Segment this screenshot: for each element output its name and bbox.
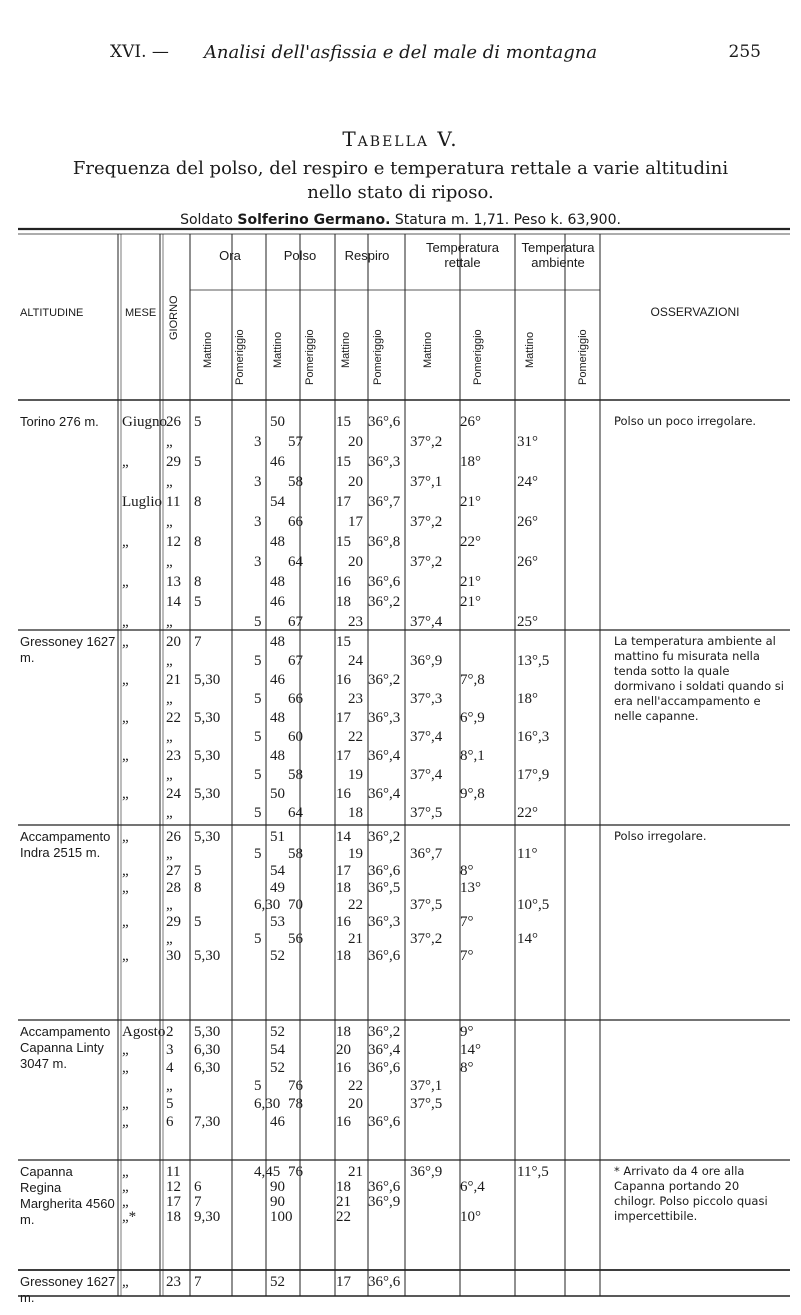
cell-mese: „ [122, 748, 129, 764]
cell-resp-m: 16 [336, 1060, 351, 1076]
cell-giorno: „ [166, 514, 173, 530]
cell-ora-p: 5 [254, 767, 262, 783]
cell-giorno: 6 [166, 1114, 174, 1130]
cell-ora-m: 7 [194, 1274, 202, 1290]
cell-ora-m: 5 [194, 863, 202, 879]
cell-temp-p: 37°,1 [410, 474, 443, 490]
running-title: Analisi dell'asfissia e del male di montagna [203, 42, 598, 63]
mese-header: MESE [125, 307, 157, 319]
cell-resp-m: 15 [336, 414, 351, 430]
cell-giorno: 20 [166, 634, 181, 650]
cell-temp-m: 36°,3 [368, 454, 401, 470]
cell-temp-p: 37°,4 [410, 729, 443, 745]
cell-mese: „ [122, 1042, 129, 1058]
altitude-label: Capanna Regina Margherita 4560 m. [20, 1164, 115, 1227]
cell-temp-m: 36°,7 [368, 494, 401, 510]
cell-polso-m: 46 [270, 594, 285, 610]
cell-mese: „ [122, 914, 129, 930]
cell-polso-m: 48 [270, 748, 285, 764]
cell-ora-p: 6,30 [254, 897, 281, 913]
amb-mattino-header: Mattino [524, 331, 536, 368]
cell-polso-m: 50 [270, 414, 285, 430]
cell-giorno: „ [166, 691, 173, 707]
cell-ora-p: 5 [254, 1078, 262, 1094]
cell-polso-m: 90 [270, 1179, 285, 1195]
cell-polso-m: 54 [270, 494, 285, 510]
cell-amb-m: 13° [460, 880, 481, 896]
cell-temp-p: 37°,4 [410, 614, 443, 630]
cell-amb-p: 17°,9 [517, 767, 550, 783]
cell-resp-m: 17 [336, 748, 351, 764]
cell-resp-m: 17 [336, 1274, 351, 1290]
cell-resp-m: 21 [336, 1194, 351, 1210]
cell-amb-m: 6°,4 [460, 1179, 485, 1195]
altitude-label: Accampamento Capanna Linty 3047 m. [20, 1024, 111, 1071]
cell-temp-m: 36°,6 [368, 1114, 401, 1130]
cell-giorno: „ [166, 554, 173, 570]
cell-polso-p: 66 [288, 691, 303, 707]
osservazioni-header: OSSERVAZIONI [650, 305, 740, 319]
cell-resp-m: 18 [336, 948, 351, 964]
cell-mese: „ [122, 454, 129, 470]
cell-resp-p: 19 [348, 767, 363, 783]
cell-giorno: „ [166, 653, 173, 669]
observation-note: Polso un poco irregolare. [614, 414, 757, 428]
polso-mattino-header: Mattino [272, 331, 284, 368]
cell-amb-m: 14° [460, 1042, 481, 1058]
cell-mese: Agosto [122, 1024, 166, 1040]
cell-mese: Luglio [122, 494, 162, 510]
cell-amb-m: 21° [460, 494, 481, 510]
cell-amb-m: 8°,1 [460, 748, 485, 764]
table-subtitle-2: nello stato di riposo. [307, 182, 494, 203]
cell-temp-p: 37°,3 [410, 691, 443, 707]
altitude-label: Gressoney 1627 m. [20, 634, 116, 665]
cell-polso-p: 76 [288, 1078, 303, 1094]
cell-ora-p: 4,45 [254, 1164, 281, 1180]
cell-mese: „ [122, 672, 129, 688]
cell-mese: „ [122, 880, 129, 896]
cell-amb-p: 25° [517, 614, 538, 630]
cell-mese: „ [122, 634, 129, 650]
cell-polso-p: 56 [288, 931, 303, 947]
cell-ora-m: 6 [194, 1179, 202, 1195]
temp-pomeriggio-header: Pomeriggio [472, 329, 484, 385]
cell-ora-m: 5 [194, 454, 202, 470]
cell-ora-p: 5 [254, 846, 262, 862]
cell-polso-p: 58 [288, 846, 303, 862]
observation-note: La temperatura ambiente al mattino fu misurata nella tenda sotto la quale dormivano i soldati quando si era nell'accampamento e nelle capanne. [614, 634, 784, 723]
cell-resp-m: 17 [336, 863, 351, 879]
cell-mese: „ [122, 1274, 129, 1290]
cell-mese: „ [122, 574, 129, 590]
cell-amb-m: 10° [460, 1209, 481, 1225]
cell-polso-m: 52 [270, 1274, 285, 1290]
cell-mese: „ [122, 1114, 129, 1130]
cell-amb-m: 7°,8 [460, 672, 485, 688]
cell-temp-m: 36°,4 [368, 786, 401, 802]
cell-polso-p: 64 [288, 554, 303, 570]
cell-giorno: „ [166, 614, 173, 630]
cell-temp-m: 36°,2 [368, 829, 401, 845]
cell-ora-p: 5 [254, 931, 262, 947]
ora-mattino-header: Mattino [202, 331, 214, 368]
cell-giorno: „ [166, 474, 173, 490]
cell-resp-p: 23 [348, 691, 363, 707]
cell-polso-p: 58 [288, 474, 303, 490]
cell-giorno: 28 [166, 880, 181, 896]
cell-mese: „* [122, 1209, 137, 1225]
cell-amb-m: 6°,9 [460, 710, 485, 726]
cell-temp-p: 37°,2 [410, 554, 443, 570]
cell-ora-p: 3 [254, 474, 262, 490]
cell-polso-m: 54 [270, 1042, 285, 1058]
cell-mese: „ [122, 829, 129, 845]
cell-resp-m: 15 [336, 634, 351, 650]
cell-giorno: 17 [166, 1194, 181, 1210]
cell-amb-m: 22° [460, 534, 481, 550]
cell-temp-m: 36°,6 [368, 863, 401, 879]
cell-polso-m: 54 [270, 863, 285, 879]
cell-temp-p: 36°,7 [410, 846, 443, 862]
cell-temp-m: 36°,2 [368, 672, 401, 688]
cell-polso-m: 46 [270, 454, 285, 470]
cell-amb-p: 31° [517, 434, 538, 450]
cell-ora-m: 6,30 [194, 1042, 221, 1058]
cell-resp-m: 20 [336, 1042, 351, 1058]
cell-polso-m: 52 [270, 948, 285, 964]
altitude-label: Gressoney 1627 m. [20, 1274, 116, 1305]
cell-resp-m: 14 [336, 829, 351, 845]
temp-ambiente-header: Temperatura ambiente [521, 240, 595, 270]
cell-mese: „ [122, 1194, 129, 1210]
cell-giorno: 27 [166, 863, 181, 879]
cell-resp-p: 20 [348, 1096, 363, 1112]
cell-temp-m: 36°,6 [368, 574, 401, 590]
respiro-header: Respiro [344, 248, 390, 263]
polso-pomeriggio-header: Pomeriggio [304, 329, 316, 385]
cell-amb-m: 8° [460, 1060, 474, 1076]
cell-polso-m: 46 [270, 672, 285, 688]
cell-temp-m: 36°,2 [368, 594, 401, 610]
cell-mese: „ [122, 534, 129, 550]
cell-giorno: 2 [166, 1024, 174, 1040]
cell-resp-m: 16 [336, 786, 351, 802]
temp-mattino-header: Mattino [422, 331, 434, 368]
cell-resp-m: 18 [336, 880, 351, 896]
observation-note: * Arrivato da 4 ore alla Capanna portando 20 chilogr. Polso piccolo quasi impercettibile. [614, 1164, 768, 1223]
cell-ora-m: 9,30 [194, 1209, 221, 1225]
cell-ora-m: 5 [194, 414, 202, 430]
observation-note: Polso irregolare. [614, 829, 707, 843]
cell-giorno: „ [166, 1078, 173, 1094]
cell-polso-m: 90 [270, 1194, 285, 1210]
cell-ora-p: 5 [254, 729, 262, 745]
cell-polso-m: 52 [270, 1024, 285, 1040]
cell-polso-p: 60 [288, 729, 303, 745]
subject-prefix: Soldato [180, 212, 238, 228]
cell-giorno: 22 [166, 710, 181, 726]
cell-giorno: „ [166, 805, 173, 821]
cell-resp-m: 16 [336, 914, 351, 930]
cell-polso-p: 70 [288, 897, 303, 913]
cell-amb-p: 18° [517, 691, 538, 707]
cell-giorno: 11 [166, 1164, 181, 1180]
cell-temp-m: 36°,6 [368, 414, 401, 430]
cell-temp-m: 36°,6 [368, 1274, 401, 1290]
cell-amb-p: 14° [517, 931, 538, 947]
cell-ora-p: 3 [254, 554, 262, 570]
cell-resp-m: 22 [336, 1209, 351, 1225]
cell-mese: „ [122, 863, 129, 879]
cell-amb-m: 21° [460, 574, 481, 590]
cell-ora-m: 7,30 [194, 1114, 221, 1130]
cell-resp-p: 23 [348, 614, 363, 630]
cell-resp-m: 15 [336, 454, 351, 470]
cell-resp-p: 19 [348, 846, 363, 862]
temp-rettale-header: Temperatura rettale [426, 240, 499, 270]
cell-giorno: 3 [166, 1042, 174, 1058]
cell-amb-m: 7° [460, 914, 474, 930]
cell-temp-m: 36°,4 [368, 1042, 401, 1058]
cell-giorno: 26 [166, 414, 181, 430]
cell-mese: „ [122, 786, 129, 802]
cell-ora-m: 8 [194, 880, 202, 896]
cell-temp-p: 36°,9 [410, 653, 443, 669]
cell-polso-m: 53 [270, 914, 285, 930]
cell-temp-m: 36°,4 [368, 748, 401, 764]
cell-temp-m: 36°,3 [368, 710, 401, 726]
cell-temp-p: 37°,2 [410, 514, 443, 530]
subject-name: Solferino Germano. [237, 212, 391, 228]
cell-giorno: „ [166, 846, 173, 862]
cell-polso-m: 46 [270, 1114, 285, 1130]
cell-giorno: 14 [166, 594, 181, 610]
cell-amb-p: 11°,5 [517, 1164, 549, 1180]
altitude-header: ALTITUDINE [20, 307, 84, 319]
cell-polso-p: 78 [288, 1096, 303, 1112]
cell-temp-m: 36°,6 [368, 1179, 401, 1195]
cell-giorno: „ [166, 897, 173, 913]
cell-ora-m: 5,30 [194, 672, 221, 688]
cell-polso-p: 57 [288, 434, 303, 450]
amb-pomeriggio-header: Pomeriggio [577, 329, 589, 385]
subject-suffix: Statura m. 1,71. Peso k. 63,900. [390, 212, 621, 228]
cell-amb-p: 16°,3 [517, 729, 550, 745]
cell-ora-m: 7 [194, 1194, 202, 1210]
cell-giorno: 23 [166, 1274, 181, 1290]
cell-giorno: 30 [166, 948, 181, 964]
cell-temp-p: 37°,4 [410, 767, 443, 783]
table-subtitle: Frequenza del polso, del respiro e temperatura rettale a varie altitudini [72, 158, 729, 179]
cell-ora-m: 5,30 [194, 1024, 221, 1040]
cell-amb-m: 26° [460, 414, 481, 430]
cell-giorno: 21 [166, 672, 181, 688]
cell-giorno: 5 [166, 1096, 174, 1112]
cell-resp-p: 22 [348, 729, 363, 745]
cell-polso-m: 51 [270, 829, 285, 845]
cell-polso-p: 67 [288, 614, 303, 630]
cell-giorno: 13 [166, 574, 181, 590]
cell-ora-p: 5 [254, 653, 262, 669]
cell-mese: Giugno [122, 414, 167, 430]
cell-resp-p: 20 [348, 434, 363, 450]
cell-ora-p: 5 [254, 805, 262, 821]
cell-polso-m: 48 [270, 634, 285, 650]
cell-resp-p: 20 [348, 474, 363, 490]
cell-temp-m: 36°,6 [368, 948, 401, 964]
cell-resp-p: 22 [348, 1078, 363, 1094]
cell-giorno: 24 [166, 786, 181, 802]
cell-amb-m: 18° [460, 454, 481, 470]
cell-giorno: 4 [166, 1060, 174, 1076]
cell-mese: „ [122, 1096, 129, 1112]
cell-amb-p: 11° [517, 846, 538, 862]
chapter-number: XVI. — [110, 42, 169, 62]
altitude-label: Accampamento Indra 2515 m. [20, 829, 111, 860]
cell-mese: „ [122, 1179, 129, 1195]
cell-temp-m: 36°,6 [368, 1060, 401, 1076]
cell-polso-m: 100 [270, 1209, 293, 1225]
cell-amb-m: 7° [460, 948, 474, 964]
cell-ora-m: 8 [194, 534, 202, 550]
cell-ora-m: 5,30 [194, 748, 221, 764]
cell-resp-m: 17 [336, 494, 351, 510]
cell-resp-p: 24 [348, 653, 363, 669]
cell-amb-m: 9° [460, 1024, 474, 1040]
table-title: Tabella V. [342, 127, 459, 151]
cell-giorno: „ [166, 434, 173, 450]
cell-temp-p: 37°,1 [410, 1078, 443, 1094]
cell-ora-p: 6,30 [254, 1096, 281, 1112]
cell-temp-p: 36°,9 [410, 1164, 443, 1180]
cell-giorno: 12 [166, 1179, 181, 1195]
cell-polso-m: 48 [270, 534, 285, 550]
cell-resp-m: 17 [336, 710, 351, 726]
cell-mese: „ [122, 1060, 129, 1076]
cell-mese: „ [122, 1164, 129, 1180]
cell-temp-p: 37°,2 [410, 931, 443, 947]
cell-polso-m: 52 [270, 1060, 285, 1076]
cell-mese: „ [122, 948, 129, 964]
cell-giorno: 23 [166, 748, 181, 764]
cell-resp-m: 16 [336, 574, 351, 590]
cell-polso-m: 49 [270, 880, 285, 896]
cell-amb-p: 13°,5 [517, 653, 550, 669]
cell-temp-m: 36°,2 [368, 1024, 401, 1040]
cell-ora-m: 5,30 [194, 829, 221, 845]
cell-resp-p: 22 [348, 897, 363, 913]
cell-amb-p: 26° [517, 514, 538, 530]
cell-resp-p: 20 [348, 554, 363, 570]
cell-amb-p: 24° [517, 474, 538, 490]
cell-polso-p: 67 [288, 653, 303, 669]
cell-temp-m: 36°,9 [368, 1194, 401, 1210]
cell-polso-m: 48 [270, 710, 285, 726]
cell-giorno: „ [166, 767, 173, 783]
cell-ora-m: 5 [194, 594, 202, 610]
cell-temp-m: 36°,8 [368, 534, 401, 550]
cell-temp-p: 37°,5 [410, 1096, 443, 1112]
cell-amb-p: 26° [517, 554, 538, 570]
giorno-header: GIORNO [168, 295, 180, 340]
cell-mese: „ [122, 614, 129, 630]
cell-amb-p: 22° [517, 805, 538, 821]
cell-resp-m: 18 [336, 1179, 351, 1195]
ora-header: Ora [219, 248, 241, 263]
cell-giorno: 11 [166, 494, 181, 510]
cell-mese: „ [122, 710, 129, 726]
cell-temp-m: 36°,3 [368, 914, 401, 930]
cell-ora-m: 8 [194, 574, 202, 590]
cell-ora-m: 5,30 [194, 786, 221, 802]
cell-temp-p: 37°,5 [410, 897, 443, 913]
cell-resp-p: 17 [348, 514, 363, 530]
cell-giorno: „ [166, 729, 173, 745]
cell-polso-p: 76 [288, 1164, 303, 1180]
cell-ora-m: 5,30 [194, 948, 221, 964]
cell-temp-p: 37°,2 [410, 434, 443, 450]
cell-resp-p: 18 [348, 805, 363, 821]
cell-resp-m: 18 [336, 1024, 351, 1040]
cell-giorno: 29 [166, 454, 181, 470]
cell-resp-p: 21 [348, 1164, 363, 1180]
respiro-mattino-header: Mattino [340, 331, 352, 368]
page-number: 255 [728, 42, 761, 62]
cell-ora-p: 3 [254, 514, 262, 530]
cell-giorno: 26 [166, 829, 181, 845]
cell-resp-m: 16 [336, 672, 351, 688]
cell-polso-m: 48 [270, 574, 285, 590]
cell-resp-m: 15 [336, 534, 351, 550]
polso-header: Polso [283, 248, 317, 263]
cell-resp-p: 21 [348, 931, 363, 947]
cell-amb-p: 10°,5 [517, 897, 550, 913]
cell-polso-m: 50 [270, 786, 285, 802]
cell-polso-p: 58 [288, 767, 303, 783]
cell-giorno: 29 [166, 914, 181, 930]
ora-pomeriggio-header: Pomeriggio [234, 329, 246, 385]
respiro-pomeriggio-header: Pomeriggio [372, 329, 384, 385]
cell-temp-p: 37°,5 [410, 805, 443, 821]
cell-ora-m: 7 [194, 634, 202, 650]
cell-temp-m: 36°,5 [368, 880, 401, 896]
cell-amb-m: 9°,8 [460, 786, 485, 802]
cell-ora-m: 6,30 [194, 1060, 221, 1076]
cell-polso-p: 66 [288, 514, 303, 530]
cell-polso-p: 64 [288, 805, 303, 821]
cell-resp-m: 18 [336, 594, 351, 610]
cell-ora-p: 5 [254, 614, 262, 630]
cell-amb-m: 21° [460, 594, 481, 610]
cell-ora-m: 5 [194, 914, 202, 930]
cell-resp-m: 16 [336, 1114, 351, 1130]
cell-ora-m: 5,30 [194, 710, 221, 726]
cell-giorno: „ [166, 931, 173, 947]
cell-giorno: 18 [166, 1209, 181, 1225]
altitude-label: Torino 276 m. [20, 414, 99, 429]
cell-ora-p: 5 [254, 691, 262, 707]
cell-giorno: 12 [166, 534, 181, 550]
cell-ora-m: 8 [194, 494, 202, 510]
cell-amb-m: 8° [460, 863, 474, 879]
cell-ora-p: 3 [254, 434, 262, 450]
